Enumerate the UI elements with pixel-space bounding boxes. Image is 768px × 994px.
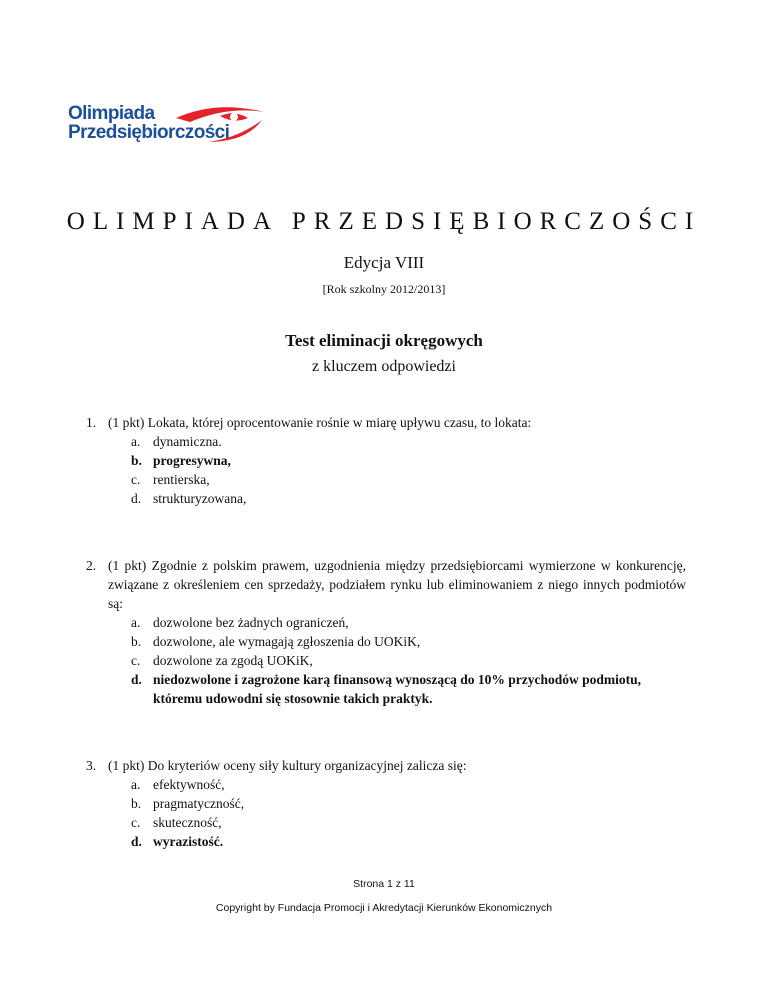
test-title: Test eliminacji okręgowych <box>285 331 483 350</box>
answer-option <box>131 794 686 813</box>
question-text: (1 pkt) Lokata, której oprocentowanie rośnie w miarę upływu czasu, to lokata: <box>108 415 532 430</box>
option-letter: a. <box>131 615 141 630</box>
edition-label: Edycja VIII <box>343 253 425 272</box>
answer-option <box>131 813 686 832</box>
question-number: 3. <box>86 758 97 773</box>
answer-option-correct <box>131 670 686 708</box>
option-text: progresywna, <box>153 453 231 468</box>
answer-option <box>131 489 686 508</box>
option-letter: a. <box>131 777 141 792</box>
answer-option-correct <box>131 451 686 470</box>
option-text: efektywność, <box>153 777 225 792</box>
page-title: OLIMPIADA PRZEDSIĘBIORCZOŚCI <box>66 208 702 235</box>
question-number: 1. <box>86 415 97 430</box>
page-number: Strona 1 z 11 <box>353 878 415 890</box>
option-text: niedozwolone i zagrożone karą finansową wynoszącą do 10% przychodów podmiotu, któremu udowodni się stosownie takich praktyk. <box>153 672 642 706</box>
option-letter: b. <box>131 453 142 468</box>
logo-text-line1: Olimpiada <box>68 103 155 124</box>
answer-option <box>131 470 686 489</box>
option-letter: b. <box>131 796 142 811</box>
answer-option <box>131 613 686 632</box>
option-text: pragmatyczność, <box>153 796 245 811</box>
answer-options <box>108 613 686 708</box>
option-text: dynamiczna. <box>153 434 222 449</box>
option-letter: b. <box>131 634 142 649</box>
option-text: wyrazistość. <box>153 834 224 849</box>
answer-options <box>108 775 686 851</box>
option-text: dozwolone za zgodą UOKiK, <box>153 653 313 668</box>
option-letter: c. <box>131 472 141 487</box>
logo-text-line2: Przedsiębiorczości <box>68 122 230 143</box>
copyright-notice: Copyright by Fundacja Promocji i Akredytacji Kierunków Ekonomicznych <box>215 902 553 914</box>
question-1 <box>86 413 686 508</box>
question-list <box>86 413 686 899</box>
olimpiada-logo <box>68 102 268 152</box>
option-text: rentierska, <box>153 472 210 487</box>
question-number: 2. <box>86 558 97 573</box>
option-text: dozwolone bez żadnych ograniczeń, <box>153 615 349 630</box>
option-text: strukturyzowana, <box>153 491 247 506</box>
option-text: dozwolone, ale wymagają zgłoszenia do UOKiK, <box>153 634 421 649</box>
option-letter: d. <box>131 672 142 687</box>
test-subtitle: z kluczem odpowiedzi <box>312 358 456 375</box>
option-text: skuteczność, <box>153 815 222 830</box>
answer-option-correct <box>131 832 686 851</box>
answer-option <box>131 775 686 794</box>
question-3 <box>86 756 686 851</box>
answer-option <box>131 432 686 451</box>
option-letter: d. <box>131 834 142 849</box>
answer-option <box>131 651 686 670</box>
question-text: (1 pkt) Zgodnie z polskim prawem, uzgodnienia między przedsiębiorcami wymierzone w konkurencję, związane z określeniem cen sprzedaży, podziałem rynku lub eliminowaniem z niego innych podmiotów są: <box>108 558 686 611</box>
answer-option <box>131 632 686 651</box>
question-text: (1 pkt) Do kryteriów oceny siły kultury organizacyjnej zalicza się: <box>108 758 467 773</box>
option-letter: a. <box>131 434 141 449</box>
question-2 <box>86 556 686 708</box>
answer-options <box>108 432 686 508</box>
option-letter: c. <box>131 815 141 830</box>
option-letter: c. <box>131 653 141 668</box>
option-letter: d. <box>131 491 142 506</box>
school-year-label: [Rok szkolny 2012/2013] <box>322 282 446 296</box>
